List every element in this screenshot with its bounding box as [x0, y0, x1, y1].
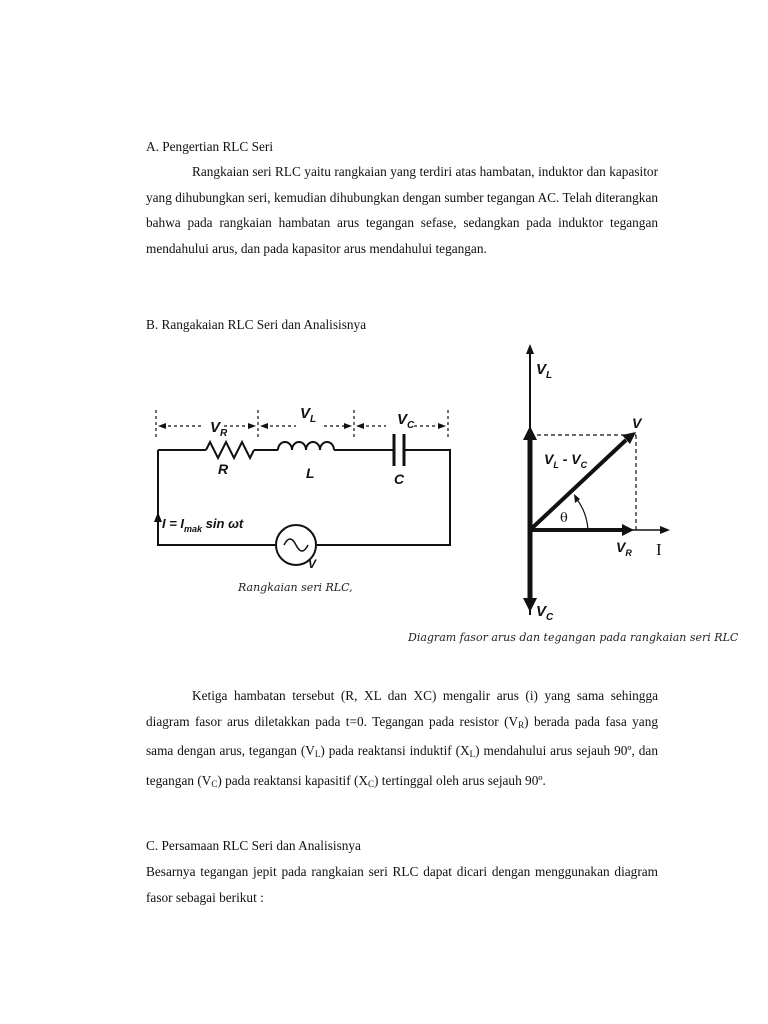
theta-label: θ — [560, 511, 568, 526]
current-label: I = I — [162, 516, 185, 531]
vl-axis-label: V — [536, 361, 547, 378]
svg-text:VL: $V_L$ — [300, 405, 317, 425]
current-arrow — [154, 512, 162, 522]
phasor-diagram-figure — [400, 340, 740, 655]
l-label: L — [306, 465, 315, 481]
section-b-heading: B. Rangakaian RLC Seri dan Analisisnya — [146, 317, 367, 332]
source-label: V — [308, 557, 317, 571]
inductor-symbol — [278, 442, 334, 450]
vr-label: V — [210, 419, 221, 436]
v-label: V — [632, 415, 642, 431]
vl-minus-vc-label: V — [544, 451, 554, 467]
svg-text:VR: $V_R$ — [210, 419, 228, 439]
circuit-caption: Rangkaian seri RLC, — [238, 581, 353, 594]
r-label: R — [218, 461, 229, 477]
svg-text:VC: $V_C$ — [536, 603, 554, 623]
section-c-heading: C. Persamaan RLC Seri dan Analisisnya — [146, 838, 361, 853]
vr-axis-label: V — [616, 539, 626, 555]
vc-axis-label: V — [536, 603, 547, 620]
phasor-caption: Diagram fasor arus dan tegangan pada rangkaian seri RLC — [408, 631, 739, 644]
svg-text:I = Imak sin ωt: $I = I_{mak}$ sin ωt — [162, 516, 244, 534]
c-label: C — [394, 471, 405, 487]
section-b-paragraph: Ketiga hambatan tersebut (R, XL dan XC) mengalir arus (i) yang sama sehingga diagram fasor arus diletakkan pada t=0. Tegangan pada resistor $(V_R)$ berada pada fasa yang sama dengan arus, tegangan $(V_L)$ pada reaktansi induktif $(X_L)$ mendahului arus sejauh 90º, dan tegangan $(V_C)$ pada reaktansi kapasitif $(X_C)$ tertinggal oleh arus sejauh 90º. — [146, 688, 658, 789]
section-c-paragraph: Besarnya tegangan jepit pada rangkaian seri RLC dapat dicari dengan menggunakan diagram fasor sebagai berikut : — [146, 864, 658, 905]
svg-text:VL - VC: $V_L - V_C$ — [544, 451, 588, 470]
svg-text:VL: $V_L$ — [536, 361, 553, 381]
svg-text:VR: $V_R$ — [616, 539, 632, 558]
current-axis-label: I — [656, 540, 662, 559]
section-a-heading: A. Pengertian RLC Seri — [146, 139, 274, 154]
resistor-symbol — [206, 442, 254, 458]
vc-label: V — [397, 411, 408, 428]
vl-label: V — [300, 405, 311, 422]
svg-text:VC: $V_C$ — [397, 411, 415, 431]
section-a-paragraph: Rangkaian seri RLC yaitu rangkaian yang terdiri atas hambatan, induktor dan kapasitor yang dihubungkan seri, kemudian dihubungkan dengan sumber tegangan AC. Telah diterangkan bahwa pada rangkaian hambatan arus tegangan sefase, sedangkan pada induktor tegangan mendahului arus, dan pada kapasitor arus mendahului tegangan. — [146, 164, 658, 256]
